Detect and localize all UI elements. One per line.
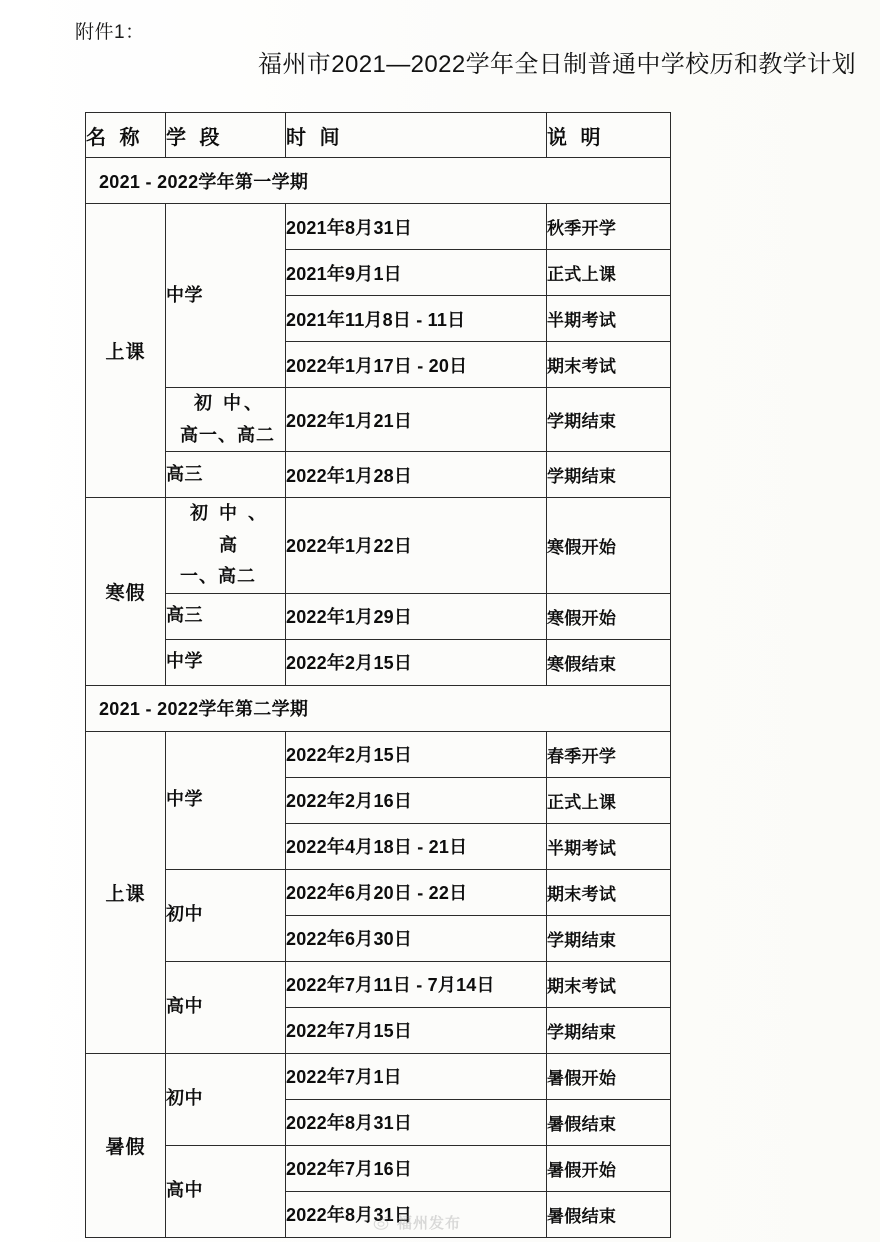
time-cell: 2021年11月8日 - 11日 bbox=[286, 296, 547, 342]
description-cell: 半期考试 bbox=[547, 296, 671, 342]
description-cell: 春季开学 bbox=[547, 731, 671, 777]
stage-line-2: 一、高二 bbox=[180, 566, 256, 586]
section-row bbox=[86, 685, 671, 731]
time-cell: 2022年2月15日 bbox=[286, 731, 547, 777]
time-cell: 2021年9月1日 bbox=[286, 250, 547, 296]
description-cell: 学期结束 bbox=[547, 388, 671, 452]
section-row bbox=[86, 158, 671, 204]
time-cell: 2022年7月1日 bbox=[286, 1053, 547, 1099]
time-cell: 2022年7月11日 - 7月14日 bbox=[286, 961, 547, 1007]
description-cell: 半期考试 bbox=[547, 823, 671, 869]
stage-cell bbox=[166, 498, 286, 594]
description-cell: 期末考试 bbox=[547, 869, 671, 915]
description-cell: 暑假结束 bbox=[547, 1099, 671, 1145]
column-header-time: 时 间 bbox=[286, 113, 547, 158]
description-cell: 寒假开始 bbox=[547, 593, 671, 639]
table-row bbox=[86, 204, 671, 250]
time-cell: 2022年4月18日 - 21日 bbox=[286, 823, 547, 869]
time-cell: 2022年1月21日 bbox=[286, 388, 547, 452]
description-cell: 秋季开学 bbox=[547, 204, 671, 250]
column-header-stage: 学 段 bbox=[166, 113, 286, 158]
description-cell: 学期结束 bbox=[547, 1007, 671, 1053]
time-cell: 2022年8月31日 bbox=[286, 1191, 547, 1237]
stage-cell: 初中 bbox=[166, 869, 286, 961]
stage-cell bbox=[166, 388, 286, 452]
table-row bbox=[86, 1145, 671, 1191]
time-cell: 2022年7月15日 bbox=[286, 1007, 547, 1053]
time-cell: 2021年8月31日 bbox=[286, 204, 547, 250]
time-cell: 2022年1月22日 bbox=[286, 498, 547, 594]
table-row bbox=[86, 498, 671, 594]
table-row bbox=[86, 593, 671, 639]
table-row bbox=[86, 731, 671, 777]
description-cell: 暑假开始 bbox=[547, 1145, 671, 1191]
time-cell: 2022年6月30日 bbox=[286, 915, 547, 961]
stage-cell: 初中 bbox=[166, 1053, 286, 1145]
row-group-name: 上课 bbox=[86, 731, 166, 1053]
stage-cell: 中学 bbox=[166, 204, 286, 388]
column-header-name: 名 称 bbox=[86, 113, 166, 158]
table-row bbox=[86, 388, 671, 452]
watermark-text: 福州发布 bbox=[397, 1215, 462, 1232]
table-row bbox=[86, 1053, 671, 1099]
description-cell: 暑假结束 bbox=[547, 1191, 671, 1237]
stage-line-2: 高一、高二 bbox=[180, 424, 275, 445]
table-body bbox=[86, 158, 671, 1238]
description-cell: 暑假开始 bbox=[547, 1053, 671, 1099]
description-cell: 寒假开始 bbox=[547, 498, 671, 594]
table-row bbox=[86, 869, 671, 915]
time-cell: 2022年8月31日 bbox=[286, 1099, 547, 1145]
time-cell: 2022年7月16日 bbox=[286, 1145, 547, 1191]
stage-cell: 中学 bbox=[166, 731, 286, 869]
time-cell: 2022年1月29日 bbox=[286, 593, 547, 639]
description-cell: 期末考试 bbox=[547, 961, 671, 1007]
description-cell: 学期结束 bbox=[547, 452, 671, 498]
stage-line-1: 初 中 、 高 bbox=[189, 503, 269, 555]
stage-cell: 中学 bbox=[166, 639, 286, 685]
section-title: 2021 - 2022学年第一学期 bbox=[86, 158, 671, 204]
school-calendar-table bbox=[85, 112, 671, 1238]
column-header-desc: 说 明 bbox=[547, 113, 671, 158]
time-cell: 2022年6月20日 - 22日 bbox=[286, 869, 547, 915]
section-title: 2021 - 2022学年第二学期 bbox=[86, 685, 671, 731]
row-group-name: 暑假 bbox=[86, 1053, 166, 1237]
time-cell: 2022年2月16日 bbox=[286, 777, 547, 823]
row-group-name: 寒假 bbox=[86, 498, 166, 686]
attachment-label: 附件1： bbox=[75, 22, 145, 43]
description-cell: 正式上课 bbox=[547, 250, 671, 296]
school-calendar-table-wrapper bbox=[85, 112, 670, 1238]
row-group-name: 上课 bbox=[86, 204, 166, 498]
stage-line-1: 初 中、 bbox=[193, 393, 265, 413]
table-row bbox=[86, 961, 671, 1007]
time-cell: 2022年1月17日 - 20日 bbox=[286, 342, 547, 388]
description-cell: 期末考试 bbox=[547, 342, 671, 388]
stage-cell: 高三 bbox=[166, 452, 286, 498]
table-header bbox=[86, 113, 671, 158]
table-row bbox=[86, 639, 671, 685]
table-header-row bbox=[86, 113, 671, 158]
table-row bbox=[86, 452, 671, 498]
description-cell: 正式上课 bbox=[547, 777, 671, 823]
time-cell: 2022年2月15日 bbox=[286, 639, 547, 685]
stage-cell: 高三 bbox=[166, 593, 286, 639]
description-cell: 寒假结束 bbox=[547, 639, 671, 685]
page-title: 福州市2021—2022学年全日制普通中学校历和教学计划 bbox=[258, 51, 856, 78]
description-cell: 学期结束 bbox=[547, 915, 671, 961]
stage-cell: 高中 bbox=[166, 1145, 286, 1237]
time-cell: 2022年1月28日 bbox=[286, 452, 547, 498]
stage-cell: 高中 bbox=[166, 961, 286, 1053]
